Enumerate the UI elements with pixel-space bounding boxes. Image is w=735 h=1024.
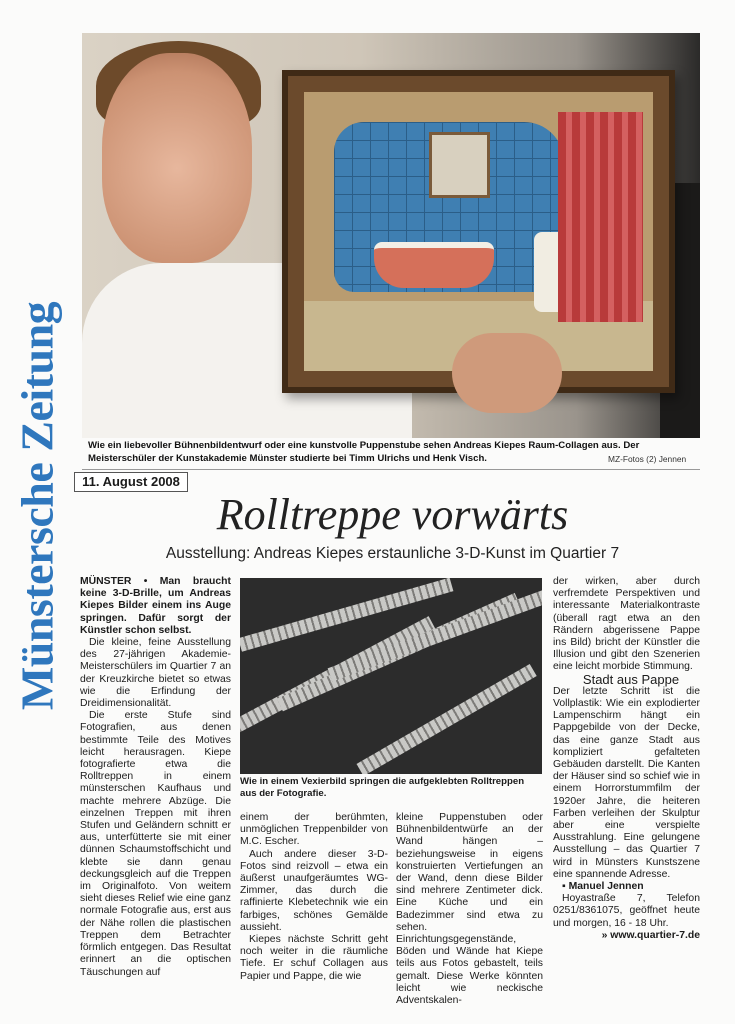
subheadline: Ausstellung: Andreas Kiepes erstaunliche 3-D-Kunst im Quartier 7 (165, 545, 620, 562)
photo-credit: MZ-Fotos (2) Jennen (608, 454, 687, 464)
article-column-4 (553, 576, 700, 942)
escalator-photo (240, 578, 542, 774)
bathtub (374, 242, 494, 288)
article-column-1 (80, 576, 231, 979)
collage-window (429, 132, 490, 198)
article-column-2 (240, 812, 388, 983)
date-label: 11. August 2008 (74, 472, 188, 492)
article-column-3 (396, 812, 543, 1007)
caption-divider (82, 469, 700, 470)
artist-face (102, 53, 252, 263)
article-paragraph: Kiepes nächste Schritt geht noch weiter in die räumliche Tiefe. Er schuf Collagen aus Papier und Pappe, die wie (240, 934, 388, 982)
article-lead: MÜNSTER • Man braucht keine 3-D-Brille, um Andreas Kiepes Bilder einem ins Auge springen. Dafür sorgt der Künstler schon selbst. (80, 576, 231, 636)
article-paragraph: kleine Puppenstuben oder Bühnenbildentwürfe an der Wand hängen – beziehungsweise in eigens konstruierten Vertiefungen an der Wand, denn diese Bilder sind mehrere Zentimeter dick. Eine Küche und ein Badezimmer sind etwa zu sehen. Einrichtungsgegenstände, Böden und Wände hat Kiepe teils aus Fotos gebastelt, teils gemalt. Diese Werke könnten leicht wie neckische Adventskalen- (396, 812, 543, 1007)
article-paragraph: einem der berühmten, unmöglichen Treppenbilder von M.C. Escher. (240, 812, 388, 848)
article-paragraph: der wirken, aber durch verfremdete Perspektiven und interessante Materialkontraste (überall ragt etwa an den Rändern abgerissene Pappe ins Bild) bricht der Künstler die Illusion und gibt den Szenerien eine leicht morbide Stimmung. (553, 576, 700, 673)
shower-curtain (558, 112, 643, 322)
escalator-strip (357, 664, 537, 774)
artist-photo (82, 33, 700, 438)
venue-info: Hoyastraße 7, Telefon 0251/8361075, geöffnet heute und morgen, 16 - 18 Uhr. (553, 893, 700, 929)
masthead (8, 296, 66, 716)
headline: Rolltreppe vorwärts (216, 490, 569, 539)
bathroom-collage (304, 92, 653, 371)
escalator-photo-caption: Wie in einem Vexierbild springen die aufgeklebten Rolltreppen aus der Fotografie. (240, 776, 525, 799)
article-paragraph: Der letzte Schritt ist die Vollplastik: Wie ein explodierter Lampenschirm hängt ein Pappgebilde von der Decke, das eine ganze Stadt aus kompliziert gefalteten Gebäuden darstellt. Die Kanten der Häuser sind so schief wie in einem Horrorstummfilm der 1920er Jahre, die heiteren Farben verleihen der Skulptur aber eine verspielte Ausstrahlung. Eine gelungene Ausstellung – das Quartier 7 wird in Münsters Kunstszene eine spannende Adresse. (553, 685, 700, 880)
article-paragraph: Die erste Stufe sind Fotografien, aus denen bestimmte Teile des Motives leicht herausragen. Kiepe fotografierte etwa die Rolltreppen in einem münsterschen Kaufhaus und machte mehrere Abzüge. Die einzelnen Treppen mit ihren Stufen und Geländern schnitt er aus, unterfütterte sie mit einer dünnen Schaumstoffschicht und klebte sie dann genau deckungsgleich auf die Treppen im Originalfoto. Von weitem sieht dieses Relief wie eine ganz normale Fotografie aus, erst aus der Nähe rollen die plastischen Treppen dem Betrachter förmlich entgegen. Das Resultat erinnert an die optischen Täuschungen auf (80, 710, 231, 978)
section-subheading: Stadt aus Pappe (582, 671, 680, 687)
top-photo-caption: Wie ein liebevoller Bühnenbildentwurf oder eine kunstvolle Puppenstube sehen Andreas Kiepes Raum-Collagen aus. Der Meisterschüler der Kunstakademie Münster studierte bei Timm Ulrichs und Henk Visch. (88, 440, 640, 464)
venue-website: » www.quartier-7.de (601, 929, 700, 941)
artist-hand (452, 333, 562, 413)
article-paragraph: Die kleine, feine Ausstellung des 27-jährigen Akademie-Meisterschülers im Quartier 7 an der Kreuzkirche bietet so etwas wie die Erfindung der Dreidimensionalität. (80, 637, 231, 710)
masthead-text: Münstersche Zeitung (11, 301, 63, 711)
article-paragraph: Auch andere dieser 3-D-Fotos sind reizvoll – etwa ein äußerst unaufgeräumtes WG-Zimmer, das durch die raffinierte Klebetechnik wie ein farbiges, schönes Gemälde aussieht. (240, 848, 388, 933)
author-byline: ▪ Manuel Jennen (562, 881, 644, 893)
